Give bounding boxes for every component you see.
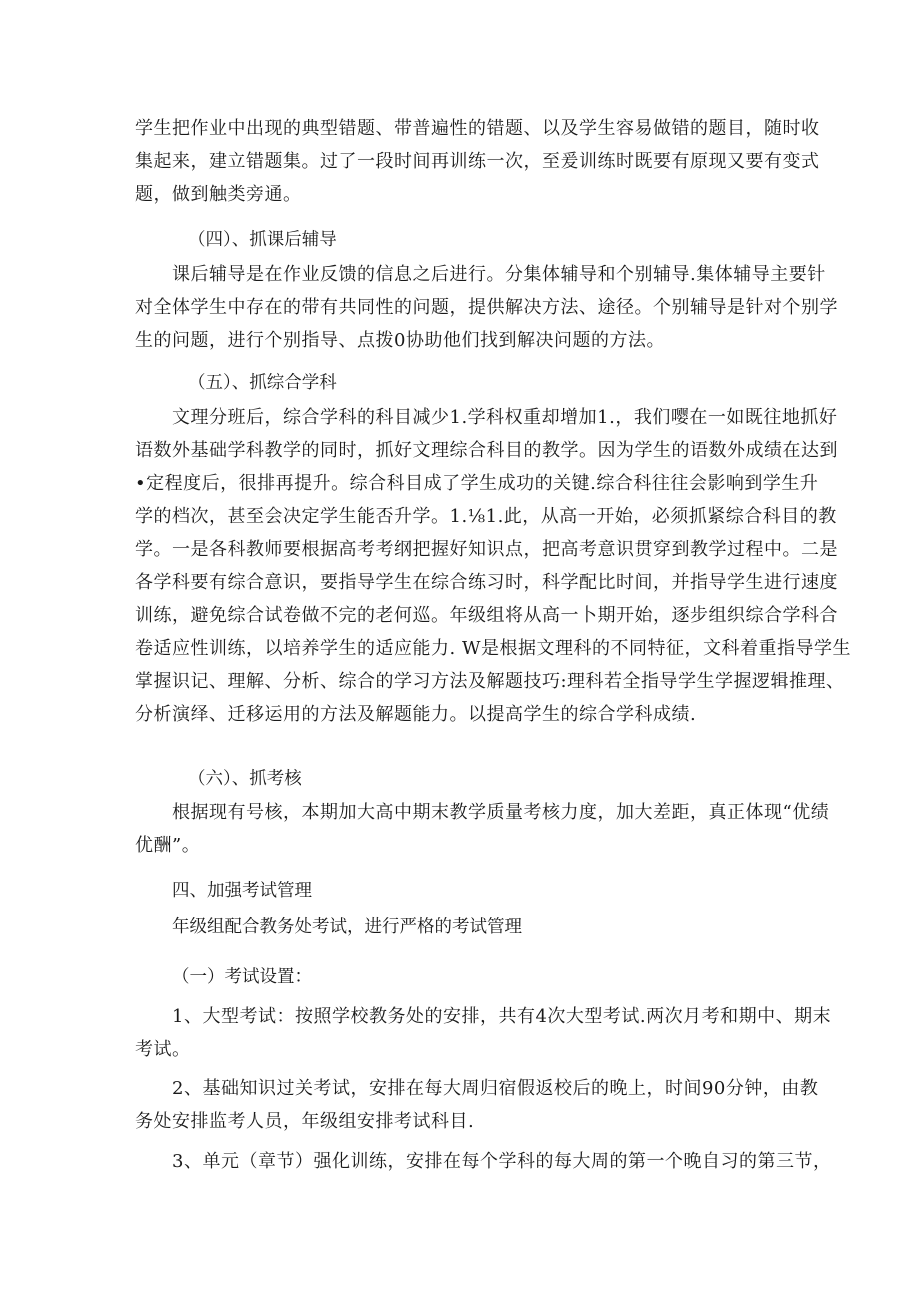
paragraph-basic-exams: [135, 1072, 819, 1138]
text-line: 务处安排监考人员，年级组安排考试科目.: [135, 1111, 475, 1132]
text-line: 课后辅导是在作业反馈的信息之后进行。分集体辅导和个别辅导.集体辅导主要针: [172, 264, 826, 285]
section-heading-6: （六）、抓考核: [188, 769, 302, 789]
paragraph-tutoring: [135, 258, 838, 357]
text-line: 各学科要有综合意识，要指导学生在综合练习时，科学配比时间，并指导学生进行速度: [135, 572, 838, 593]
text-line: 学的档次，甚至会决定学生能否升学。1.⅛1.此，从高一开始，必须抓紧综合科目的教: [135, 506, 837, 527]
paragraph-major-exams: [135, 1000, 832, 1066]
text-line: 分析演绎、迁移运用的方法及解题能力。以提高学生的综合学科成绩.: [135, 704, 697, 725]
text-line: 集起来，建立错题集。过了一段时间再训练一次，至爰训练时既要有原现又要有变式: [135, 151, 820, 172]
text-line: 生的问题，进行个别指导、点拨0协助他们找到解决问题的方法。: [135, 330, 665, 351]
text-line: 考试。: [135, 1039, 191, 1060]
text-line: 训练，避免综合试卷做不完的老何巡。年级组将从高一卜期开始，逐步组织综合学科合: [135, 605, 838, 626]
paragraph-unit-training: [135, 1145, 832, 1178]
text-line: 学生把作业中出现的典型错题、带普遍性的错题、以及学生容易做错的题目，随时收: [135, 118, 820, 139]
text-line: 掌握识记、理解、分析、综合的学习方法及解题技巧:理科若全指导学生学握逻辑推理、: [135, 671, 845, 692]
text-line: 学。一是各科教师要根据高考考纲把握好知识点，把高考意识贯穿到教学过程中。二是: [135, 539, 838, 560]
section-heading-5: （五）、抓综合学科: [188, 373, 337, 393]
text-line: 优酬”。: [135, 835, 201, 856]
text-line: 卷适应性训练，以培养学生的适应能力. W是根据文理科的不同特征，文科着重指导学生: [135, 638, 851, 659]
text-line: 根据现有号核，本期加大高中期末教学质量考核力度，加大差距，真正体现“优绩: [172, 802, 830, 823]
paragraph-assessment: [135, 796, 830, 862]
section-heading-4: （四）、抓课后辅导: [188, 230, 337, 250]
text-line: 2、基础知识过关考试，安排在每大周归宿假返校后的晚上，时间90分钟，由教: [172, 1078, 819, 1099]
text-line: 3、单元（章节）强化训练，安排在每个学科的每大周的第一个晚自习的第三节，: [172, 1151, 832, 1172]
paragraph-error-collection: [135, 112, 820, 211]
subsection-heading-exam-settings: （一）考试设置：: [172, 967, 312, 987]
text-line: 对全体学生中存在的带有共同性的问题，提供解决方法、途径。个别辅导是针对个别学: [135, 297, 838, 318]
text-line: •定程度后，很排再提升。综合科目成了学生成功的关键.综合科往往会影响到学生升: [135, 473, 819, 494]
section-heading-exam-management: 四、加强考试管理: [172, 881, 312, 901]
paragraph-exam-cooperation: 年级组配合教务处考试，进行严格的考试管理: [172, 917, 522, 937]
paragraph-comprehensive-subjects: [135, 401, 851, 731]
text-line: 题，做到触类旁通。: [135, 184, 302, 205]
text-line: 文理分班后，综合学科的科目减少1.学科权重却增加1.，我们嘤在一如既往地抓好: [172, 407, 838, 428]
text-line: 语数外基础学科教学的同时，抓好文理综合科目的教学。因为学生的语数外成绩在达到: [135, 440, 838, 461]
text-line: 1、大型考试：按照学校教务处的安排，共有4次大型考试.两次月考和期中、期末: [172, 1006, 832, 1027]
